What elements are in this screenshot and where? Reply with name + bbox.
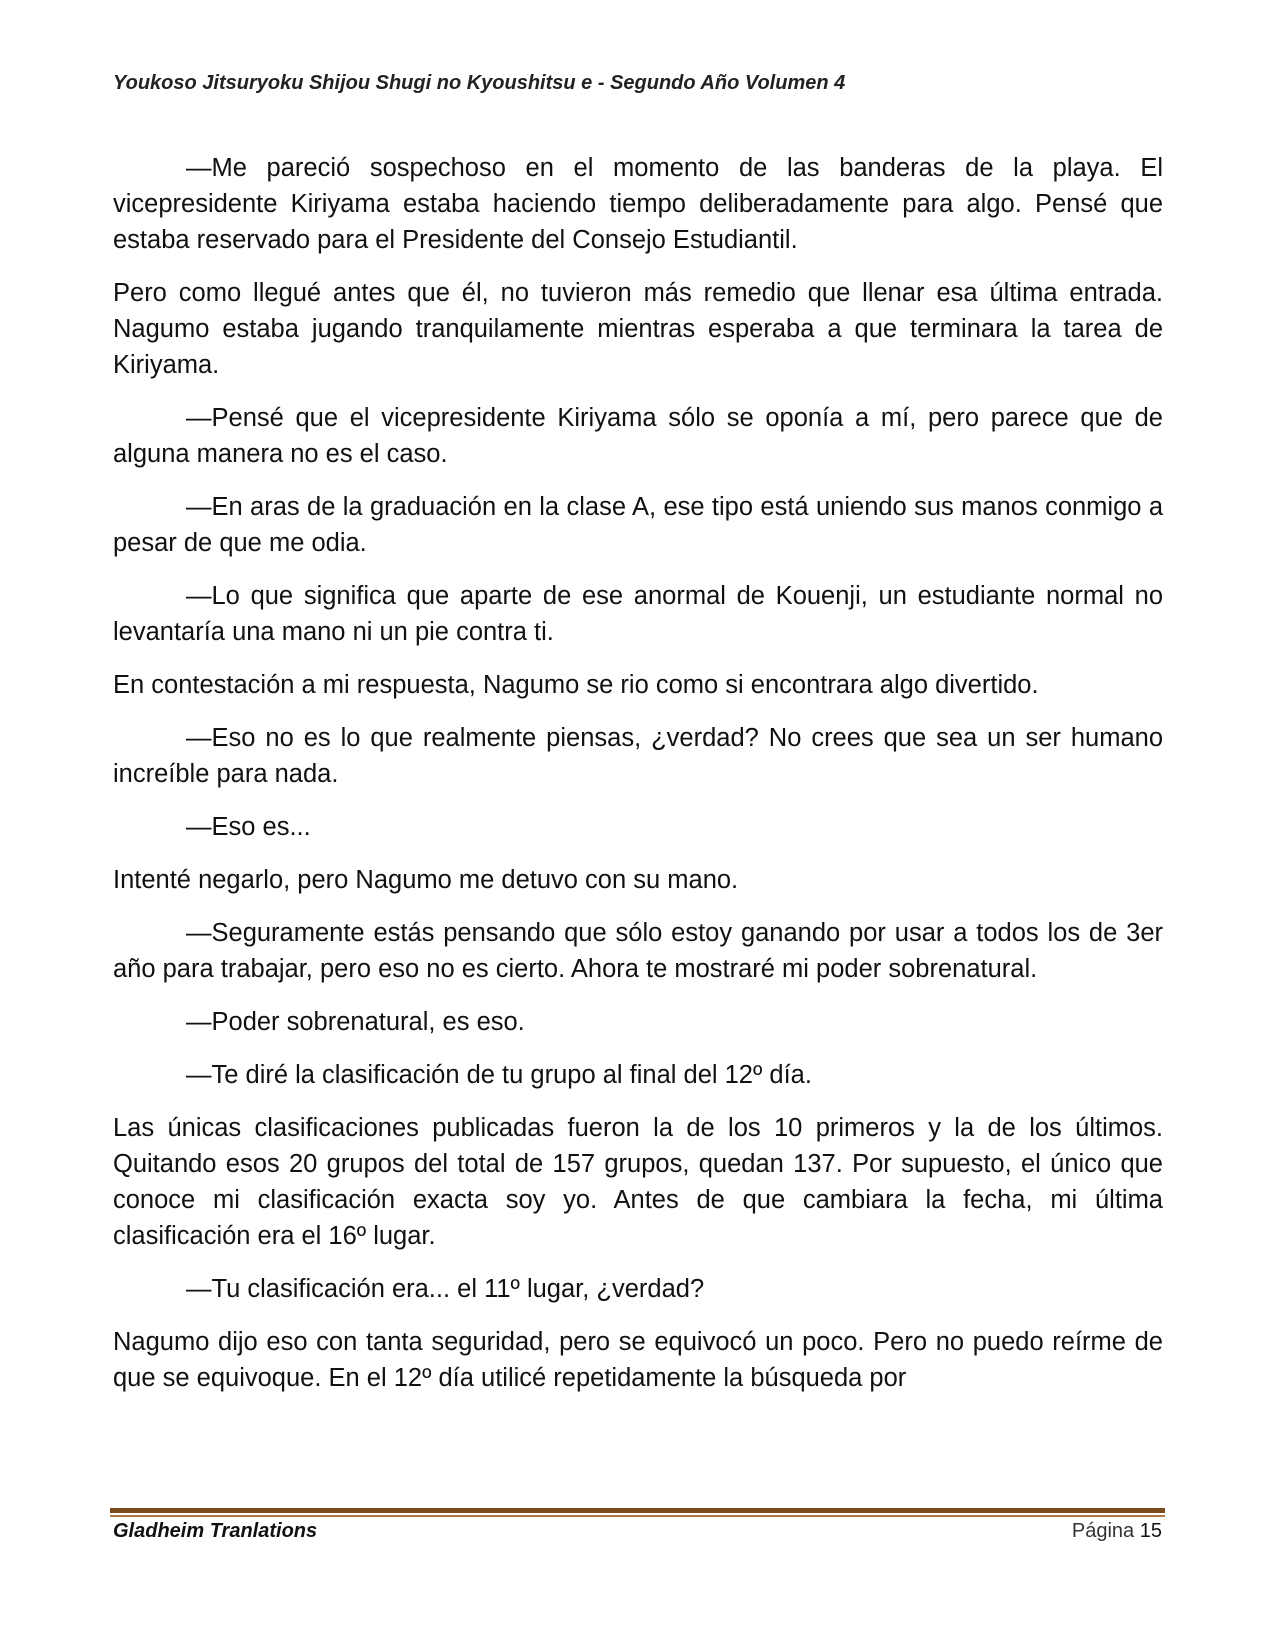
page-label: Página (1071, 1520, 1135, 1542)
document-body (113, 150, 1163, 1413)
paragraph: Intenté negarlo, pero Nagumo me detuvo con su mano. (113, 866, 739, 894)
paragraph: —Tu clasificación era... el 11º lugar, ¿verdad? (186, 1275, 705, 1303)
footer-divider (110, 1508, 1165, 1513)
footer-translator: Gladheim Tranlations (113, 1520, 318, 1542)
page-header-title: Youkoso Jitsuryoku Shijou Shugi no Kyoushitsu e - Segundo Año Volumen 4 (113, 72, 846, 94)
paragraph: —Pensé que el vicepresidente Kiriyama sólo se oponía a mí, pero parece que de alguna manera no es el caso. (113, 404, 1163, 468)
paragraph: —Me pareció sospechoso en el momento de las banderas de la playa. El vicepresidente Kiriyama estaba haciendo tiempo deliberadamente para algo. Pensé que estaba reservado para el Presidente del Consejo Estudiantil. (113, 154, 1163, 254)
paragraph: —Seguramente estás pensando que sólo estoy ganando por usar a todos los de 3er año para trabajar, pero eso no es cierto. Ahora te mostraré mi poder sobrenatural. (113, 919, 1163, 983)
paragraph: Nagumo dijo eso con tanta seguridad, pero se equivocó un poco. Pero no puedo reírme de que se equivoque. En el 12º día utilicé repetidamente la búsqueda por (113, 1328, 1163, 1392)
footer-divider-thin (110, 1515, 1165, 1517)
paragraph: En contestación a mi respuesta, Nagumo se rio como si encontrara algo divertido. (113, 671, 1039, 699)
paragraph: Pero como llegué antes que él, no tuvieron más remedio que llenar esa última entrada. Nagumo estaba jugando tranquilamente mientras esperaba a que terminara la tarea de Kiriyama. (113, 279, 1163, 379)
paragraph: —Eso es... (186, 813, 311, 841)
paragraph: —Eso no es lo que realmente piensas, ¿verdad? No crees que sea un ser humano increíble para nada. (113, 724, 1163, 788)
page-number (1072, 1520, 1162, 1543)
paragraph: —Lo que significa que aparte de ese anormal de Kouenji, un estudiante normal no levantaría una mano ni un pie contra ti. (113, 582, 1163, 646)
paragraph: —En aras de la graduación en la clase A, ese tipo está uniendo sus manos conmigo a pesar de que me odia. (113, 493, 1163, 557)
page-number-value: 15 (1139, 1520, 1162, 1542)
paragraph: Las únicas clasificaciones publicadas fueron la de los 10 primeros y la de los últimos. Quitando esos 20 grupos del total de 157 grupos, quedan 137. Por supuesto, el único que conoce mi clasificación exacta soy yo. Antes de que cambiara la fecha, mi última clasificación era el 16º lugar. (113, 1114, 1163, 1250)
paragraph: —Poder sobrenatural, es eso. (186, 1008, 525, 1036)
paragraph: —Te diré la clasificación de tu grupo al final del 12º día. (186, 1061, 812, 1089)
